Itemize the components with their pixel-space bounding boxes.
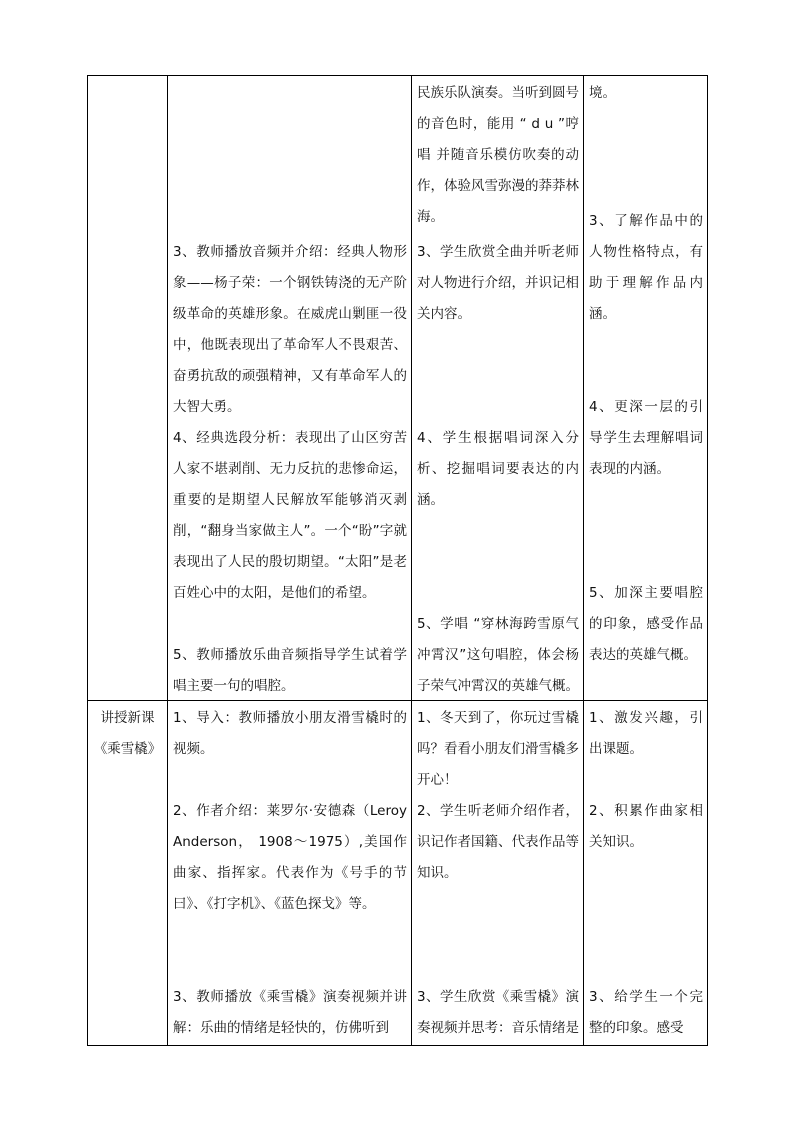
teacher-activity-cell <box>168 76 412 701</box>
purpose-step-2: 2、积累作曲家相关知识。 <box>589 803 703 850</box>
lesson-plan-table <box>87 75 708 1046</box>
student-step-3: 3、学生欣赏全曲并听老师对人物进行介绍，并识记相关内容。 <box>417 244 579 322</box>
purpose-step-1: 1、激发兴趣，引出课题。 <box>589 710 703 757</box>
purpose-step-3: 3、给学生一个完整的印象。感受 <box>589 989 703 1036</box>
purpose-step-3: 3、了解作品中的人物性格特点，有助于理解作品内涵。 <box>589 213 703 322</box>
student-step-4: 4、学生根据唱词深入分析、挖掘唱词要表达的内涵。 <box>417 430 579 508</box>
student-step-2-cont: 民族乐队演奏。当听到圆号的音色时，能用 “ d u ”哼唱 并随音乐模仿吹奏的动作，体验风雪弥漫的莽莽林海。 <box>417 85 579 225</box>
section-label: 讲授新课《乘雪橇》 <box>93 710 162 757</box>
student-step-5: 5、学唱 “穿林海跨雪原气冲霄汉”这句唱腔，体会杨子荣气冲霄汉的英雄气概。 <box>417 616 579 694</box>
section-label-cell <box>88 701 168 1046</box>
student-activity-cell <box>412 76 584 701</box>
purpose-cell <box>584 701 708 1046</box>
student-step-2: 2、学生听老师介绍作者，识记作者国籍、代表作品等知识。 <box>417 803 579 881</box>
section-label-cell <box>88 76 168 701</box>
teacher-step-5: 5、教师播放乐曲音频指导学生试着学唱主要一句的唱腔。 <box>173 647 407 694</box>
student-activity-cell <box>412 701 584 1046</box>
student-step-3: 3、学生欣赏《乘雪橇》演奏视频并思考：音乐情绪是 <box>417 989 579 1036</box>
table-row <box>88 701 708 1046</box>
teacher-step-1: 1、导入：教师播放小朋友滑雪橇时的视频。 <box>173 710 407 757</box>
purpose-step-4: 4、更深一层的引导学生去理解唱词表现的内涵。 <box>589 399 703 477</box>
teacher-step-2: 2、作者介绍：莱罗尔·安德森（LeroyAnderson， 1908～1975）,美国作曲家、指挥家。代表作为《号手的节曰》、《打字机》、《蓝色探戈》等。 <box>173 803 407 912</box>
purpose-step-2-cont: 境。 <box>589 85 616 101</box>
teacher-step-4: 4、经典选段分析：表现出了山区穷苦人家不堪剥削、无力反抗的悲惨命运，重要的是期望人民解放军能够消灭剥削，“翻身当家做主人”。一个“盼”字就表现出了人民的殷切期望。“太阳”是老百姓心中的太阳，是他们的希望。 <box>173 430 407 601</box>
teacher-step-3: 3、教师播放《乘雪橇》演奏视频并讲解：乐曲的情绪是轻快的，仿佛听到 <box>173 989 407 1036</box>
student-step-1: 1、冬天到了，你玩过雪橇吗？看看小朋友们滑雪橇多开心！ <box>417 710 579 788</box>
teacher-step-3: 3、教师播放音频并介绍：经典人物形象——杨子荣：一个钢铁铸浇的无产阶级革命的英雄形象。在威虎山剿匪一役中，他既表现出了革命军人不畏艰苦、奋勇抗敌的顽强精神，又有革命军人的大智大勇。 <box>173 244 407 415</box>
table-row <box>88 76 708 701</box>
purpose-step-5: 5、加深主要唱腔的印象，感受作品表达的英雄气概。 <box>589 585 703 663</box>
purpose-cell <box>584 76 708 701</box>
teacher-activity-cell <box>168 701 412 1046</box>
